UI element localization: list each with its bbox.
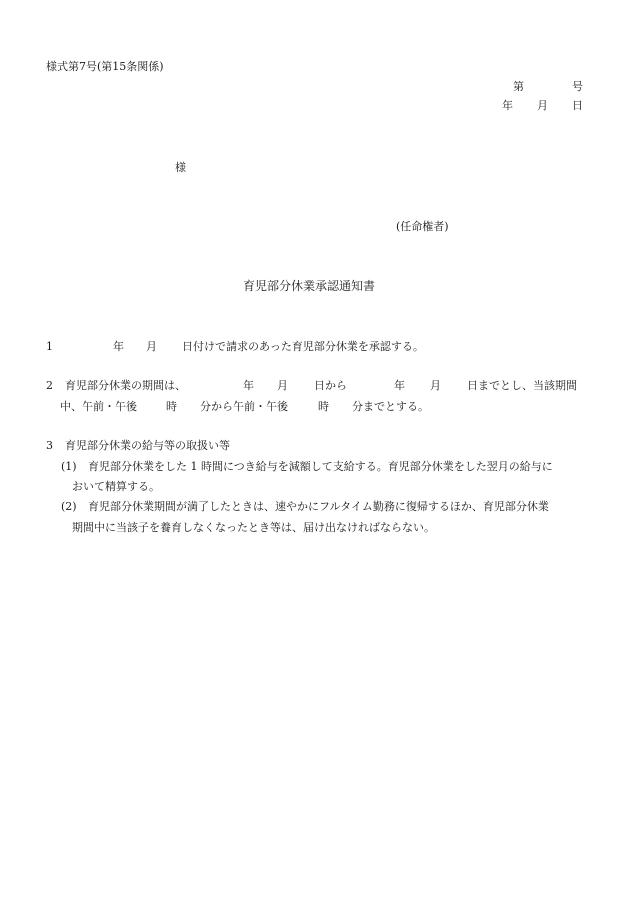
addressee-suffix: 様 xyxy=(175,161,186,174)
item2-line2-c: 分から午前・午後 xyxy=(200,400,288,413)
item2-year1: 年 xyxy=(243,379,254,392)
item2-number: 2 xyxy=(46,379,53,392)
item3-sub1-number: (1) xyxy=(61,460,77,473)
form-label: 様式第7号(第15条関係) xyxy=(46,60,164,73)
item2-month2: 月 xyxy=(430,379,441,392)
item2-line2-a: 中、午前・午後 xyxy=(60,400,137,413)
item3-heading: 育児部分休業の給与等の取扱い等 xyxy=(65,439,230,452)
issuer: (任命権者) xyxy=(396,220,449,233)
doc-number-prefix: 第 xyxy=(513,80,524,93)
item3-sub2-number: (2) xyxy=(61,500,77,513)
item3-number: 3 xyxy=(46,439,53,452)
item2-from: 日から xyxy=(314,379,347,392)
item2-line2-hour2: 時 xyxy=(318,400,329,413)
item3-sub1-line2: おいて精算する。 xyxy=(72,480,160,493)
item1-year: 年 xyxy=(113,340,124,353)
item1-number: 1 xyxy=(46,340,53,353)
item3-sub1-line1: 育児部分休業をした 1 時間につき給与を減額して支給する。育児部分休業をした翌月の給与に xyxy=(88,460,553,473)
item2-month1: 月 xyxy=(277,379,288,392)
doc-number-suffix: 号 xyxy=(572,80,583,93)
item1-text: 日付けで請求のあった育児部分休業を承認する。 xyxy=(182,340,424,353)
date-year: 年 xyxy=(502,99,513,112)
item1-month: 月 xyxy=(146,340,157,353)
date-day: 日 xyxy=(572,99,583,112)
date-month: 月 xyxy=(537,99,548,112)
item2-until: 日までとし、当該期間 xyxy=(467,379,577,392)
document-title: 育児部分休業承認通知書 xyxy=(243,279,376,293)
item2-lead: 育児部分休業の期間は、 xyxy=(65,379,186,392)
item2-line2-hour1: 時 xyxy=(166,400,177,413)
item2-line2-e: 分までとする。 xyxy=(352,400,429,413)
item2-year2: 年 xyxy=(394,379,405,392)
item3-sub2-line1: 育児部分休業期間が満了したときは、速やかにフルタイム勤務に復帰するほか、育児部分休業 xyxy=(88,500,549,513)
item3-sub2-line2: 期間中に当該子を養育しなくなったとき等は、届け出なければならない。 xyxy=(72,521,435,534)
